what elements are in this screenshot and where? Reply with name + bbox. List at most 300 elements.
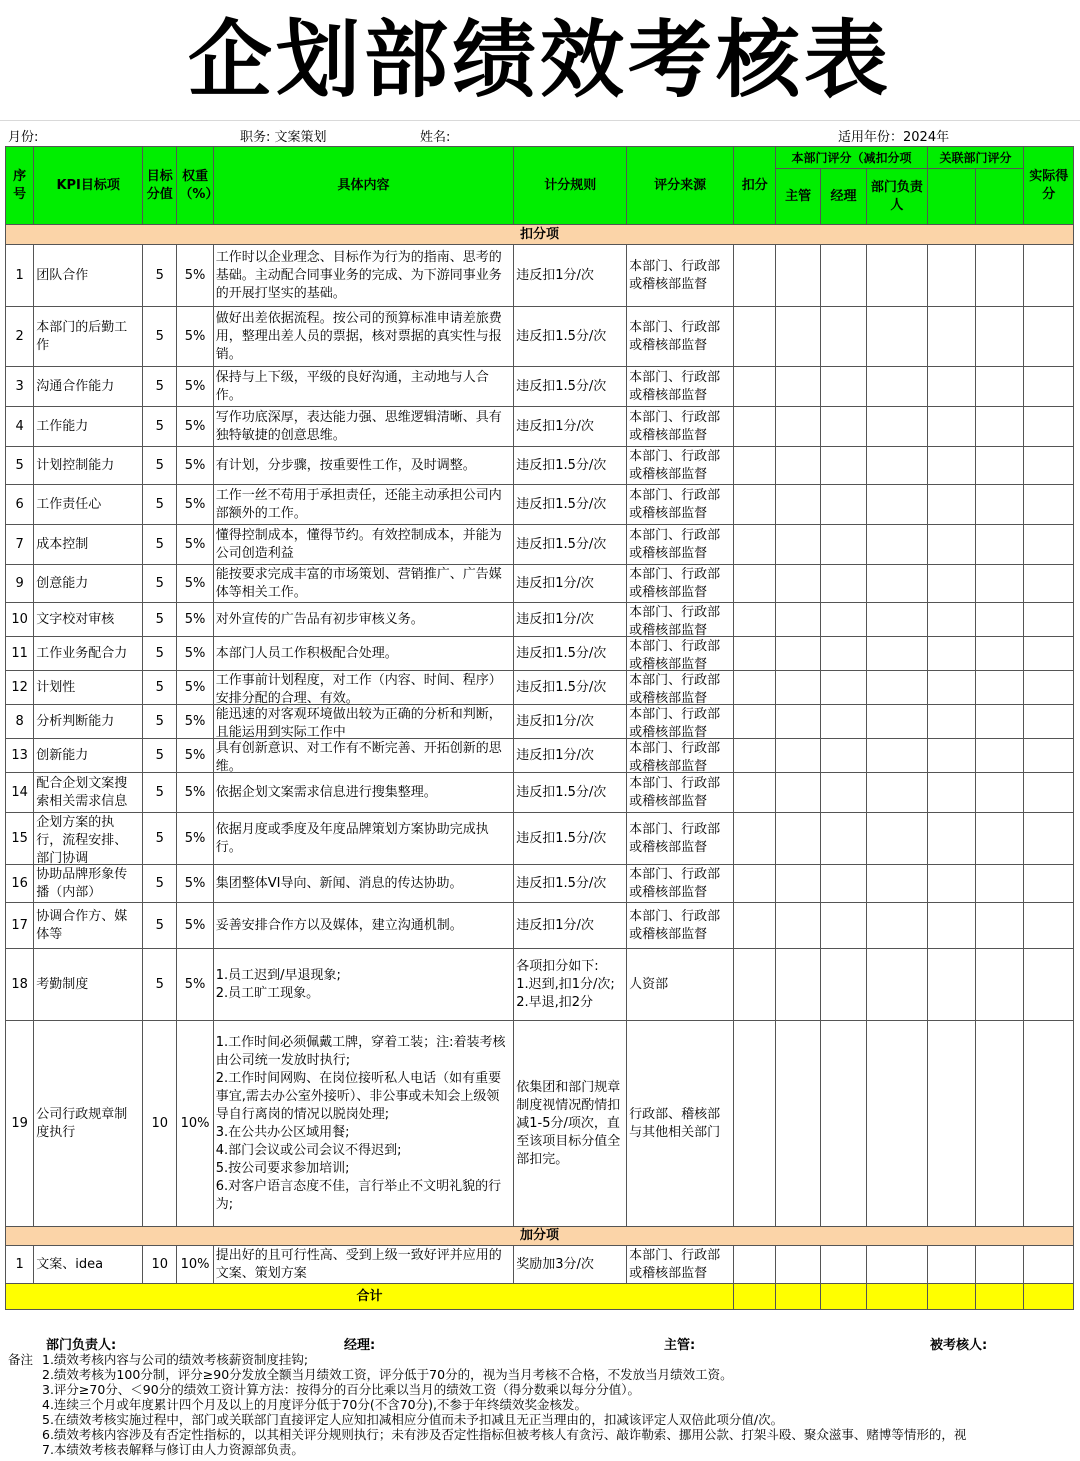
row-content-text: 做好出差依据流程。按公司的预算标准申请差旅费用，整理出差人员的票据，核对票据的真实性与报销。 [215,310,502,362]
row-deduct[interactable] [734,949,776,1021]
row-kpi-text: 创意能力 [36,575,89,591]
row-source [627,407,734,447]
row-seq-text: 18 [11,976,28,992]
row-dept-head-score[interactable] [867,603,928,637]
row-deduct[interactable] [734,705,776,739]
row-deduct[interactable] [734,603,776,637]
row-related-1[interactable] [927,773,975,813]
row-supervisor-score[interactable] [776,1021,820,1227]
row-seq-text: 1 [15,267,24,283]
total-cell[interactable] [867,1284,928,1310]
row-deduct[interactable] [734,307,776,367]
row-actual[interactable] [1024,949,1074,1021]
row-weight-text: 5% [184,645,206,661]
row-dept-head-score[interactable] [867,813,928,865]
note-line: 5.在绩效考核实施过程中，部门或关联部门直接评定人应知扣减相应分值而未予扣减且无正当理由的，扣减该评定人双倍此项分值/次。 [42,1412,784,1427]
row-source-text: 本部门、行政部或稽核部监督 [629,672,721,706]
row-related-1[interactable] [927,865,975,903]
row-related-1[interactable] [927,671,975,705]
row-actual[interactable] [1024,705,1074,739]
header-dept-head: 部门负责人 [867,169,928,225]
row-dept-head-score[interactable] [867,739,928,773]
row-actual[interactable] [1024,447,1074,485]
row-target [143,525,177,565]
row-supervisor-score[interactable] [776,1246,820,1284]
row-supervisor-score[interactable] [776,949,820,1021]
sign-dept-head: 部门负责人: [46,1338,117,1353]
row-source-text: 本部门、行政部或稽核部监督 [629,369,721,403]
row-content [213,705,514,739]
total-row [6,1284,1074,1310]
row-dept-head-score[interactable] [867,865,928,903]
row-source [627,705,734,739]
row-content-text: 1.工作时间必须佩戴工牌，穿着工装；注:着装考核由公司统一发放时执行; 2.工作时间网购、在岗位接听私人电话（如有重要事宜,需去办公室外接听）、非公事或未知会上级领导自行离岗的情况以脱岗处理; 3.在公共办公区域用餐; 4.部门会议或公司会议不得迟到; 5.按公司要求参加培训; 6.对客户语言态度不佳，言行举止不文明礼貌的行为; [215,1034,506,1212]
row-dept-head-score[interactable] [867,1246,928,1284]
row-related-2[interactable] [976,739,1024,773]
row-dept-head-score[interactable] [867,307,928,367]
row-related-2[interactable] [976,949,1024,1021]
row-manager-score[interactable] [820,367,866,407]
row-rule-text: 违反扣1.5分/次 [516,875,607,891]
row-related-2[interactable] [976,773,1024,813]
total-cell[interactable] [1024,1284,1074,1310]
table-row [6,1246,1074,1284]
row-manager-score[interactable] [820,1021,866,1227]
row-supervisor-score[interactable] [776,525,820,565]
row-rule [514,773,627,813]
row-deduct[interactable] [734,565,776,603]
row-kpi [34,865,143,903]
row-kpi-text: 企划方案的执行，流程安排、部门协调 [36,814,128,866]
row-source [627,773,734,813]
row-actual[interactable] [1024,565,1074,603]
row-content-text: 集团整体VI导向、新闻、消息的传达协助。 [215,875,463,891]
row-dept-head-score[interactable] [867,637,928,671]
row-deduct[interactable] [734,903,776,949]
header-seq: 序号 [6,147,34,225]
row-weight-text: 5% [184,575,206,591]
row-related-1[interactable] [927,813,975,865]
row-related-1[interactable] [927,705,975,739]
row-seq-text: 10 [11,611,28,627]
row-kpi-text: 文案、idea [36,1256,104,1272]
row-content-text: 保持与上下级，平级的良好沟通，主动地与人合作。 [215,369,489,403]
signature-row [0,1333,1080,1353]
total-cell[interactable] [820,1284,866,1310]
row-dept-head-score[interactable] [867,367,928,407]
row-dept-head-score[interactable] [867,245,928,307]
row-actual[interactable] [1024,1021,1074,1227]
row-weight-text: 10% [180,1115,210,1131]
row-actual[interactable] [1024,603,1074,637]
row-deduct[interactable] [734,367,776,407]
row-source [627,307,734,367]
row-manager-score[interactable] [820,903,866,949]
row-source [627,485,734,525]
header-related-1 [927,169,975,225]
row-source-text: 本部门、行政部或稽核部监督 [629,908,721,942]
row-source [627,603,734,637]
row-manager-score[interactable] [820,705,866,739]
row-content-text: 妥善安排合作方以及媒体，建立沟通机制。 [215,917,463,933]
row-related-1[interactable] [927,367,975,407]
row-manager-score[interactable] [820,603,866,637]
row-related-2[interactable] [976,245,1024,307]
row-related-2[interactable] [976,485,1024,525]
row-rule [514,739,627,773]
row-related-1[interactable] [927,525,975,565]
row-supervisor-score[interactable] [776,565,820,603]
row-target [143,447,177,485]
sign-supervisor: 主管: [664,1338,696,1353]
row-related-2[interactable] [976,705,1024,739]
row-seq [6,307,34,367]
row-target-text: 5 [155,496,164,512]
row-weight-text: 5% [184,875,206,891]
row-rule-text: 违反扣1分/次 [516,713,594,729]
row-rule [514,367,627,407]
row-source-text: 本部门、行政部或稽核部监督 [629,566,721,600]
row-target-text: 5 [155,575,164,591]
row-deduct[interactable] [734,525,776,565]
row-weight [177,739,213,773]
total-cell[interactable] [734,1284,776,1310]
row-deduct[interactable] [734,671,776,705]
page-title: 企划部绩效考核表 [0,0,1080,121]
row-seq-text: 3 [15,378,24,394]
row-related-1[interactable] [927,245,975,307]
row-rule [514,603,627,637]
row-content [213,603,514,637]
row-dept-head-score[interactable] [867,773,928,813]
row-weight [177,671,213,705]
row-weight [177,1021,213,1227]
row-weight [177,813,213,865]
row-actual[interactable] [1024,367,1074,407]
row-actual[interactable] [1024,637,1074,671]
row-target [143,813,177,865]
row-manager-score[interactable] [820,307,866,367]
row-deduct[interactable] [734,245,776,307]
table-row [6,773,1074,813]
row-actual[interactable] [1024,485,1074,525]
row-dept-head-score[interactable] [867,949,928,1021]
row-supervisor-score[interactable] [776,813,820,865]
row-target-text: 5 [155,378,164,394]
row-manager-score[interactable] [820,565,866,603]
row-supervisor-score[interactable] [776,671,820,705]
row-rule-text: 违反扣1分/次 [516,611,594,627]
row-dept-head-score[interactable] [867,1021,928,1227]
row-rule-text: 奖励加3分/次 [516,1256,594,1272]
row-seq-text: 1 [15,1256,24,1272]
row-manager-score[interactable] [820,949,866,1021]
row-actual[interactable] [1024,407,1074,447]
row-target [143,565,177,603]
row-related-1[interactable] [927,1246,975,1284]
row-seq [6,245,34,307]
row-seq [6,1021,34,1227]
row-deduct[interactable] [734,739,776,773]
row-manager-score[interactable] [820,245,866,307]
row-related-1[interactable] [927,565,975,603]
row-rule-text: 违反扣1.5分/次 [516,457,607,473]
row-related-2[interactable] [976,1246,1024,1284]
row-kpi-text: 创新能力 [36,747,89,763]
row-content [213,773,514,813]
row-deduct[interactable] [734,773,776,813]
row-seq-text: 4 [15,418,24,434]
table-row [6,813,1074,865]
row-target-text: 5 [155,976,164,992]
row-related-1[interactable] [927,903,975,949]
row-kpi-text: 沟通合作能力 [36,378,115,394]
row-target-text: 5 [155,875,164,891]
row-rule [514,1021,627,1227]
row-actual[interactable] [1024,671,1074,705]
row-supervisor-score[interactable] [776,637,820,671]
row-actual[interactable] [1024,813,1074,865]
row-related-2[interactable] [976,447,1024,485]
row-seq [6,485,34,525]
row-related-2[interactable] [976,813,1024,865]
row-supervisor-score[interactable] [776,773,820,813]
row-supervisor-score[interactable] [776,903,820,949]
row-kpi-text: 公司行政规章制度执行 [36,1106,128,1140]
row-weight-text: 10% [180,1256,210,1272]
row-content-text: 本部门人员工作积极配合处理。 [215,645,398,661]
row-kpi [34,637,143,671]
row-weight [177,245,213,307]
row-related-2[interactable] [976,525,1024,565]
row-content-text: 有计划，分步骤，按重要性工作，及时调整。 [215,457,476,473]
row-source-text: 本部门、行政部或稽核部监督 [629,487,721,521]
row-manager-score[interactable] [820,525,866,565]
row-related-1[interactable] [927,447,975,485]
row-target [143,637,177,671]
row-related-1[interactable] [927,407,975,447]
row-actual[interactable] [1024,739,1074,773]
row-dept-head-score[interactable] [867,565,928,603]
row-rule [514,813,627,865]
row-dept-head-score[interactable] [867,407,928,447]
row-supervisor-score[interactable] [776,245,820,307]
row-deduct[interactable] [734,1246,776,1284]
row-actual[interactable] [1024,865,1074,903]
row-target [143,705,177,739]
row-kpi-text: 本部门的后勤工作 [36,319,128,353]
row-content [213,367,514,407]
row-weight [177,903,213,949]
row-seq [6,565,34,603]
row-dept-head-score[interactable] [867,903,928,949]
total-cell[interactable] [927,1284,975,1310]
row-related-1[interactable] [927,739,975,773]
row-target-text: 10 [151,1256,169,1272]
row-actual[interactable] [1024,307,1074,367]
row-rule-text: 违反扣1.5分/次 [516,328,607,344]
row-related-1[interactable] [927,1021,975,1227]
row-weight-text: 5% [184,418,206,434]
row-seq [6,865,34,903]
row-seq [6,739,34,773]
row-source [627,813,734,865]
row-dept-head-score[interactable] [867,671,928,705]
header-source: 评分来源 [627,147,734,225]
row-target-text: 5 [155,536,164,552]
row-kpi-text: 工作能力 [36,418,89,434]
row-related-2[interactable] [976,307,1024,367]
sign-assessee: 被考核人: [930,1338,988,1353]
row-content-text: 工作事前计划程度，对工作（内容、时间、程序）安排分配的合理、有效。 [215,672,502,706]
row-supervisor-score[interactable] [776,307,820,367]
row-deduct[interactable] [734,447,776,485]
row-seq [6,407,34,447]
row-source [627,739,734,773]
row-related-1[interactable] [927,603,975,637]
row-kpi [34,671,143,705]
row-manager-score[interactable] [820,865,866,903]
row-content-text: 写作功底深厚，表达能力强、思维逻辑清晰、具有独特敏捷的创意思维。 [215,409,502,443]
row-deduct[interactable] [734,1021,776,1227]
row-manager-score[interactable] [820,637,866,671]
row-seq [6,671,34,705]
row-supervisor-score[interactable] [776,407,820,447]
row-source-text: 本部门、行政部或稽核部监督 [629,821,721,855]
row-dept-head-score[interactable] [867,525,928,565]
row-actual[interactable] [1024,1246,1074,1284]
header-related-group: 关联部门评分 [927,147,1024,169]
row-related-2[interactable] [976,637,1024,671]
row-seq-text: 7 [15,536,24,552]
row-related-2[interactable] [976,865,1024,903]
table-row [6,485,1074,525]
row-rule [514,245,627,307]
row-manager-score[interactable] [820,739,866,773]
row-rule-text: 违反扣1.5分/次 [516,496,607,512]
table-row [6,565,1074,603]
row-rule-text: 违反扣1分/次 [516,267,594,283]
row-related-2[interactable] [976,671,1024,705]
row-manager-score[interactable] [820,1246,866,1284]
row-manager-score[interactable] [820,407,866,447]
row-weight-text: 5% [184,267,206,283]
row-supervisor-score[interactable] [776,447,820,485]
row-content [213,1246,514,1284]
row-actual[interactable] [1024,245,1074,307]
row-related-1[interactable] [927,485,975,525]
row-seq-text: 14 [11,784,28,800]
row-related-2[interactable] [976,367,1024,407]
row-target [143,245,177,307]
row-related-2[interactable] [976,903,1024,949]
table-row [6,705,1074,739]
row-related-2[interactable] [976,565,1024,603]
row-target-text: 5 [155,645,164,661]
row-related-1[interactable] [927,637,975,671]
row-rule [514,307,627,367]
section-bonus: 加分项 [6,1227,1074,1246]
row-seq-text: 2 [15,328,24,344]
row-kpi-text: 配合企划文案搜索相关需求信息 [36,775,128,809]
row-actual[interactable] [1024,773,1074,813]
total-cell[interactable] [776,1284,820,1310]
row-target-text: 5 [155,784,164,800]
header-related-2 [976,169,1024,225]
row-manager-score[interactable] [820,813,866,865]
row-deduct[interactable] [734,865,776,903]
row-manager-score[interactable] [820,671,866,705]
row-supervisor-score[interactable] [776,705,820,739]
row-kpi [34,447,143,485]
row-actual[interactable] [1024,525,1074,565]
row-source [627,637,734,671]
row-rule [514,637,627,671]
row-target-text: 5 [155,328,164,344]
header-kpi: KPI目标项 [34,147,143,225]
row-content [213,637,514,671]
row-content [213,565,514,603]
header-supervisor: 主管 [776,169,820,225]
row-related-1[interactable] [927,949,975,1021]
row-supervisor-score[interactable] [776,485,820,525]
row-dept-head-score[interactable] [867,447,928,485]
row-rule [514,705,627,739]
row-target-text: 5 [155,830,164,846]
row-related-1[interactable] [927,307,975,367]
total-cell[interactable] [976,1284,1024,1310]
row-manager-score[interactable] [820,485,866,525]
table-row [6,1021,1074,1227]
row-target [143,1021,177,1227]
row-target [143,603,177,637]
row-rule-text: 违反扣1.5分/次 [516,679,607,695]
row-seq-text: 5 [15,457,24,473]
row-supervisor-score[interactable] [776,603,820,637]
row-deduct[interactable] [734,407,776,447]
row-supervisor-score[interactable] [776,865,820,903]
section-deduct: 扣分项 [6,225,1074,245]
row-deduct[interactable] [734,637,776,671]
header-content: 具体内容 [213,147,514,225]
row-seq-text: 9 [15,575,24,591]
row-target [143,367,177,407]
row-dept-head-score[interactable] [867,485,928,525]
row-kpi-text: 文字校对审核 [36,611,115,627]
row-manager-score[interactable] [820,773,866,813]
note-line: 7.本绩效考核表解释与修订由人力资源部负责。 [42,1442,304,1457]
row-seq [6,367,34,407]
row-dept-head-score[interactable] [867,705,928,739]
row-deduct[interactable] [734,813,776,865]
row-related-2[interactable] [976,407,1024,447]
row-actual[interactable] [1024,903,1074,949]
row-deduct[interactable] [734,485,776,525]
table-row [6,637,1074,671]
row-related-2[interactable] [976,1021,1024,1227]
row-content-text: 1.员工迟到/早退现象; 2.员工旷工现象。 [215,967,341,1001]
row-content [213,671,514,705]
row-rule [514,903,627,949]
row-rule-text: 违反扣1分/次 [516,418,594,434]
row-supervisor-score[interactable] [776,739,820,773]
row-manager-score[interactable] [820,447,866,485]
row-kpi [34,367,143,407]
row-supervisor-score[interactable] [776,367,820,407]
row-target-text: 5 [155,679,164,695]
row-target [143,739,177,773]
row-related-2[interactable] [976,603,1024,637]
